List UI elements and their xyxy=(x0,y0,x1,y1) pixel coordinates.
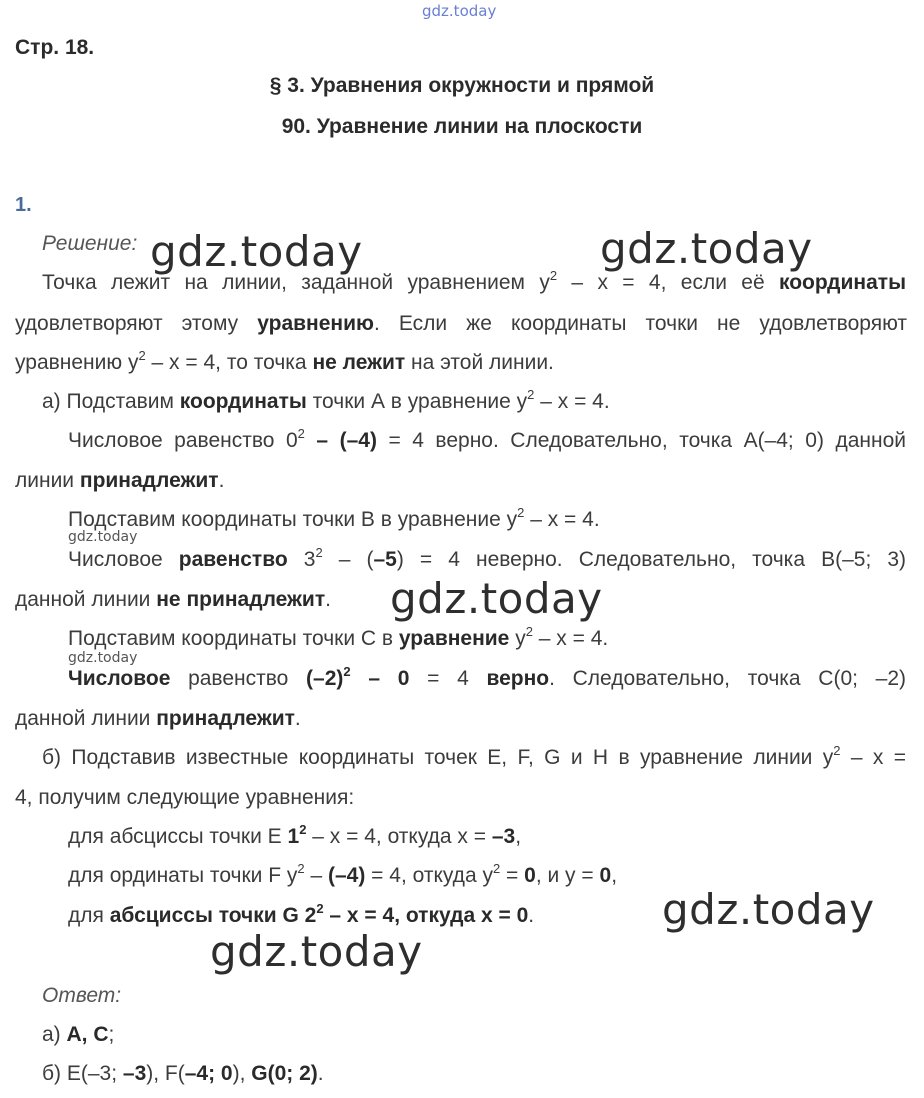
subsection-title: 90. Уравнение линии на плоскости xyxy=(281,115,643,138)
part-a-line-3: линии принадлежит. xyxy=(15,469,225,492)
part-a-line-7: Подставим координаты точки С в уравнение $y^2 - x = 4$. xyxy=(68,624,609,650)
intro-line-3: уравнению $y^2 - x = 4$, то точка не лежит на этой линии. xyxy=(15,348,554,374)
watermark-top: gdz.today xyxy=(422,2,497,20)
answer-b: б) E(–3; –3), F(–4; 0), G(0; 2). xyxy=(42,1062,324,1085)
part-b-line-2: 4, получим следующие уравнения: xyxy=(15,786,355,809)
part-a-line-1: а) Подставим координаты точки А в уравнение $y^2 - x = 4$. xyxy=(42,387,610,413)
watermark: gdz.today xyxy=(210,927,423,976)
part-b-line-1: б) Подставив известные координаты точек E, F, G и H в уравнение линии $y^2$ – x = xyxy=(42,743,906,769)
part-a-line-9: данной линии принадлежит. xyxy=(15,707,301,730)
intro-line-2: удовлетворяют этому уравнению. Если же координаты точки не удовлетворяют xyxy=(15,312,907,335)
part-b-line-4: для ординаты точки F $y^2 - (-4) = 4$, откуда $y^2 = 0$, и y = 0, xyxy=(68,861,618,887)
watermark: gdz.today xyxy=(600,224,813,273)
part-a-line-2: Числовое равенство $0^2 - (-4) = 4$ верно. Следовательно, точка А(–4; 0) данной xyxy=(68,426,906,452)
watermark-small: gdz.today xyxy=(68,529,138,545)
part-a-line-8: Числовое равенство $(-2)^2 - 0 = 4$ верно. Следовательно, точка С(0; –2) xyxy=(68,664,907,690)
part-a-line-6: данной линии не принадлежит. xyxy=(15,588,331,611)
part-b-line-3: для абсциссы точки E $1^2 - x = 4$, откуда x = –3, xyxy=(68,822,522,848)
answer-label: Ответ: xyxy=(42,984,122,1007)
watermark: gdz.today xyxy=(662,885,875,934)
task-number: 1. xyxy=(15,194,32,216)
page-label: Стр. 18. xyxy=(15,36,95,59)
answer-a: а) A, C; xyxy=(42,1023,115,1046)
section-title: § 3. Уравнения окружности и прямой xyxy=(269,74,655,97)
solution-label: Решение: xyxy=(42,232,138,255)
watermark: gdz.today xyxy=(390,574,603,623)
intro-line-1: Точка лежит на линии, заданной уравнением $y^2 - x = 4$, если её координаты xyxy=(42,268,906,294)
watermark: gdz.today xyxy=(150,227,363,276)
part-a-line-5: Числовое равенство $3^2 - (-5) = 4$ неверно. Следовательно, точка В(–5; 3) xyxy=(68,545,907,571)
part-a-line-4: Подставим координаты точки В в уравнение $y^2 - x = 4$. xyxy=(68,505,600,531)
watermark-small: gdz.today xyxy=(68,650,138,666)
part-b-line-5: для абсциссы точки G $2^2 - x = 4$, откуда x = 0. xyxy=(68,901,535,927)
